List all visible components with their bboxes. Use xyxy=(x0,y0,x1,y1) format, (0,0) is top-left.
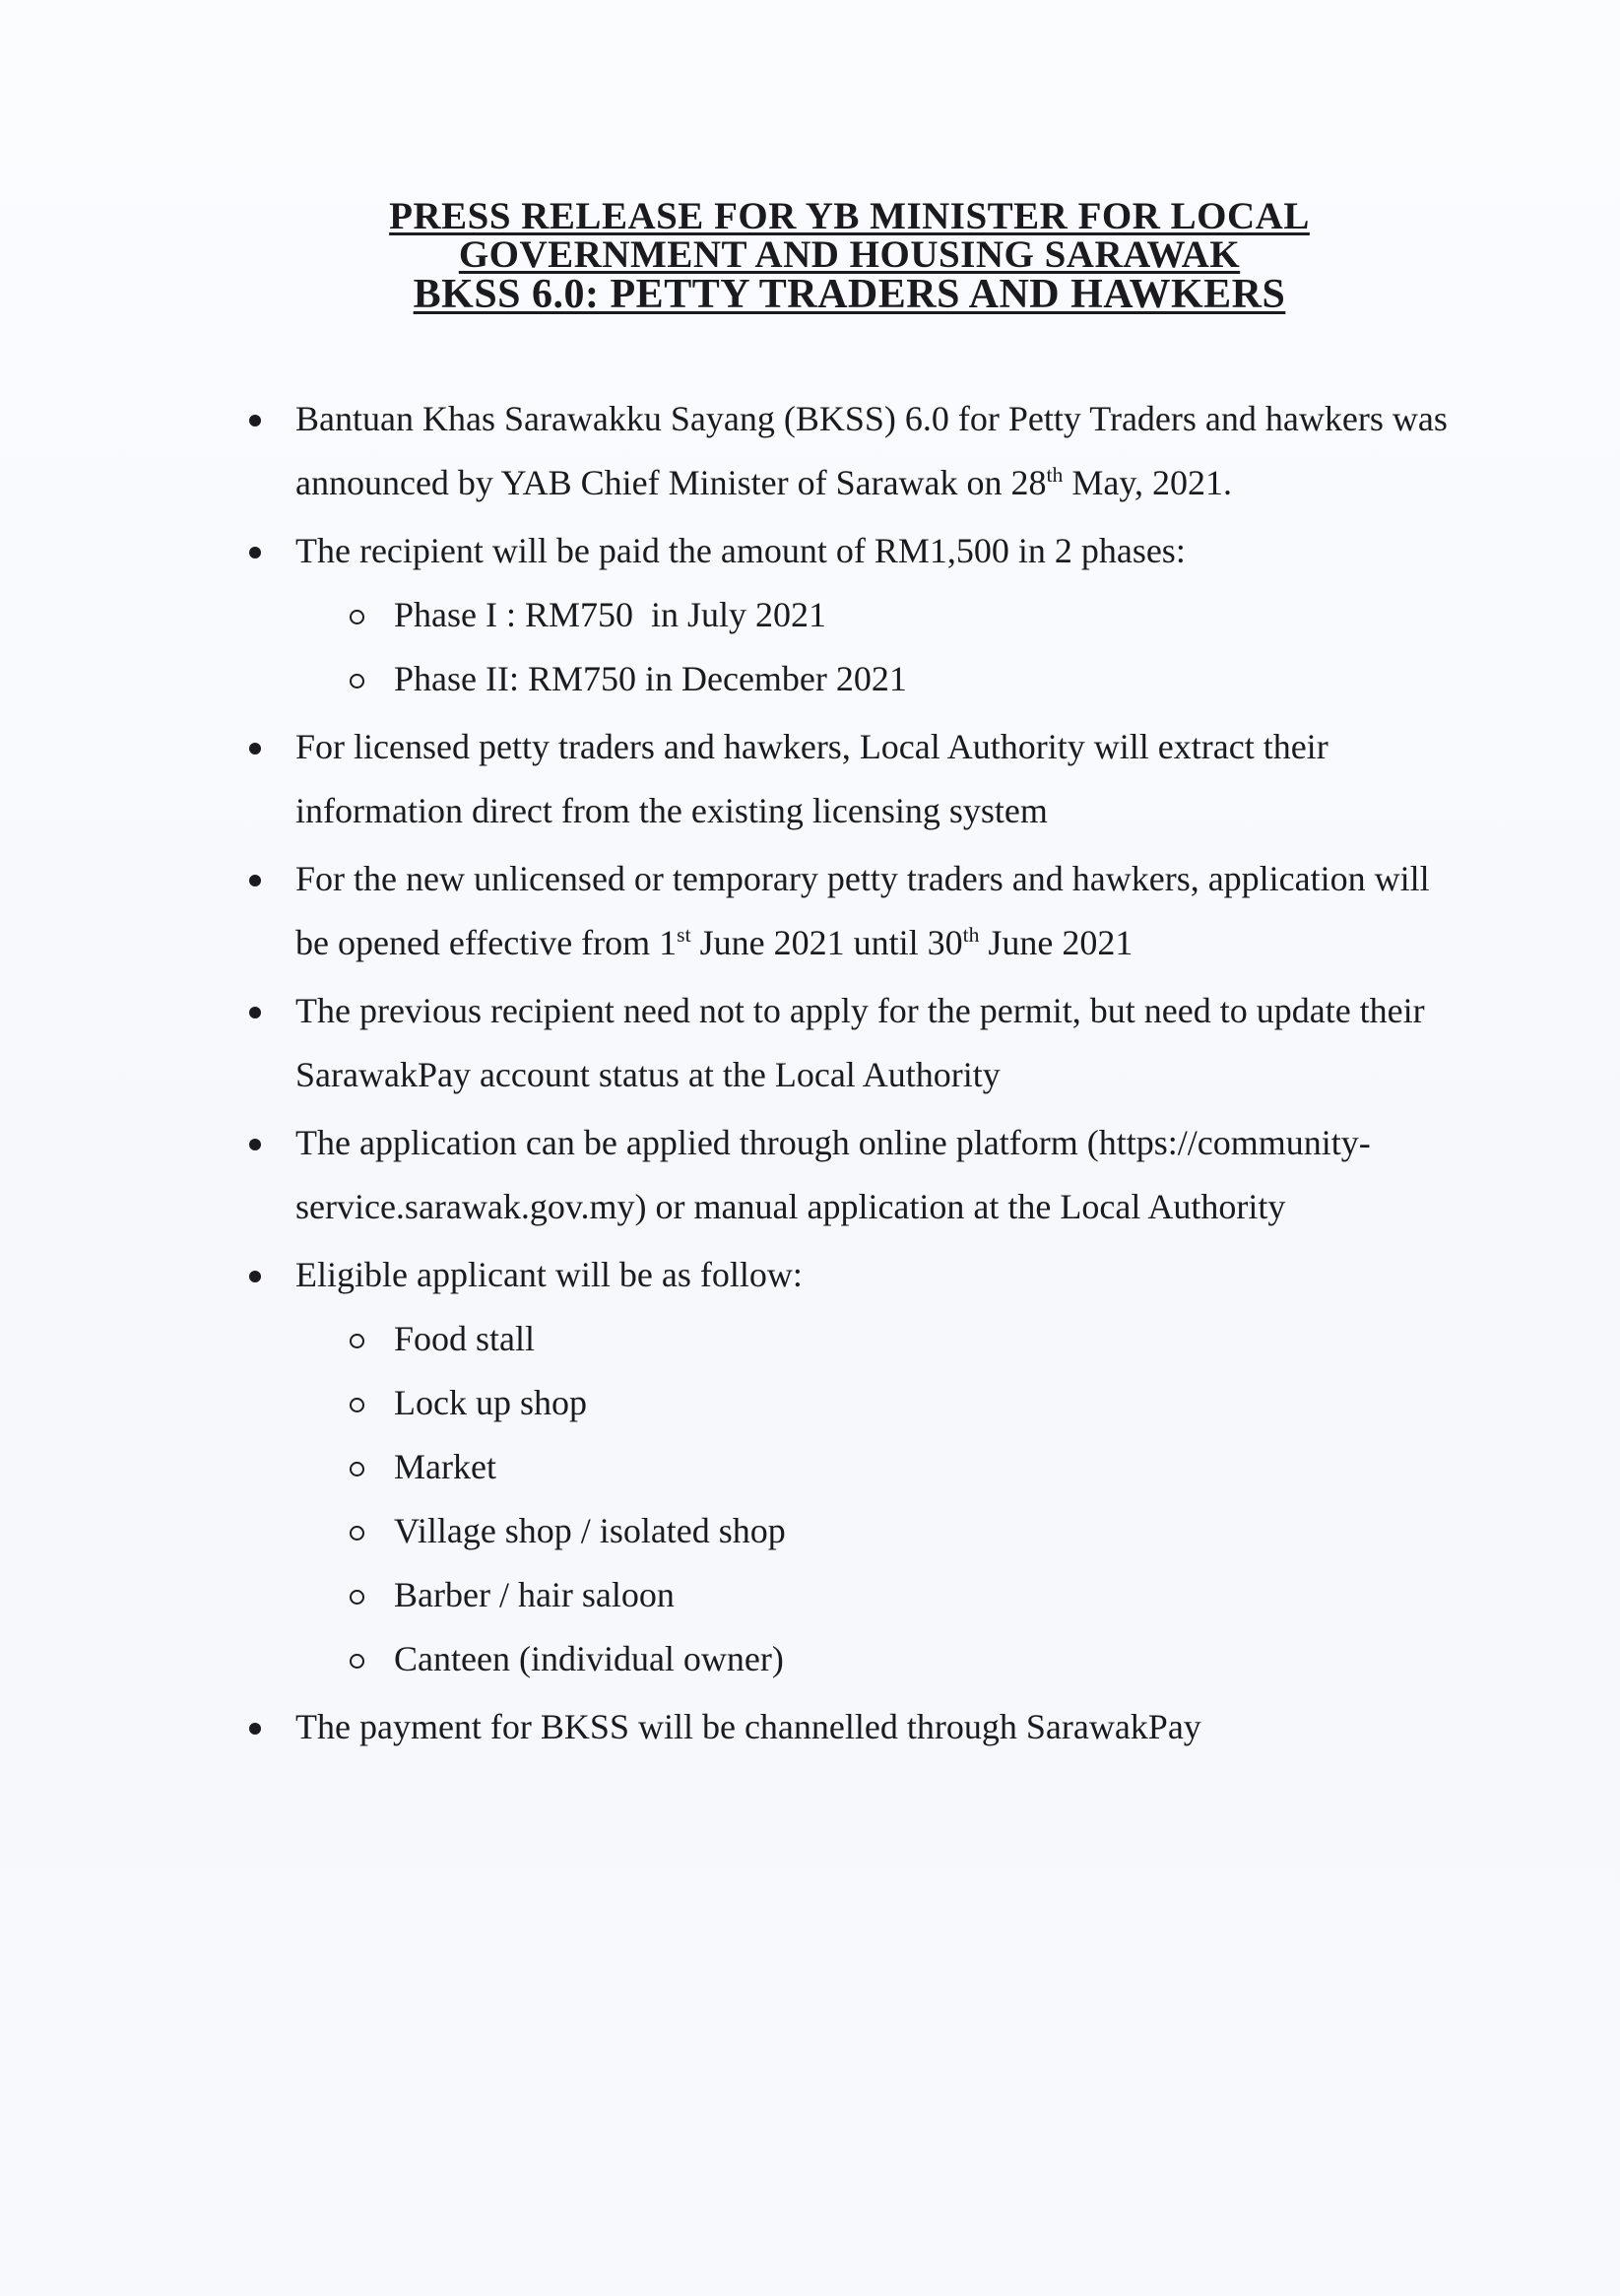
eligible-item-text: Village shop / isolated shop xyxy=(394,1511,786,1550)
eligible-item xyxy=(295,1499,1453,1563)
bullet-application-channel xyxy=(241,1111,1453,1239)
bullet-unlicensed-end: June 2021 xyxy=(979,923,1134,962)
bullet-application-text: The application can be applied through online platform (https://community-service.sarawak.gov.my) or manual application at the Local Authority xyxy=(295,1123,1371,1226)
ordinal-suffix: st xyxy=(677,923,691,947)
press-release-title xyxy=(0,197,1620,315)
title-line-3: BKSS 6.0: PETTY TRADERS AND HAWKERS xyxy=(413,272,1286,317)
bullet-unlicensed-text: For the new unlicensed or temporary petty traders and hawkers, application will be opened effective from 1 xyxy=(295,859,1430,962)
bullet-previous-text: The previous recipient need not to apply for the permit, but need to update their SarawakPay account status at the Local Authority xyxy=(295,991,1425,1094)
bullet-payment-channel-text: The payment for BKSS will be channelled through SarawakPay xyxy=(295,1707,1201,1746)
ordinal-suffix: th xyxy=(1046,463,1064,487)
title-line-2: GOVERNMENT AND HOUSING SARAWAK xyxy=(458,233,1241,276)
bullet-announcement xyxy=(241,387,1453,515)
title-line-1: PRESS RELEASE FOR YB MINISTER FOR LOCAL xyxy=(389,195,1310,237)
phase-item-2-text: Phase II: RM750 in December 2021 xyxy=(394,659,907,698)
eligible-list xyxy=(295,1307,1453,1691)
eligible-item-text: Market xyxy=(394,1447,496,1486)
bullet-unlicensed-mid: June 2021 until 30 xyxy=(690,923,963,962)
eligible-item xyxy=(295,1435,1453,1499)
ordinal-suffix: th xyxy=(962,923,980,947)
bullet-previous-recipient xyxy=(241,979,1453,1107)
phase-item-2 xyxy=(295,647,1453,711)
eligible-item-text: Canteen (individual owner) xyxy=(394,1639,784,1678)
bullet-licensed-text: For licensed petty traders and hawkers, Local Authority will extract their information direct from the existing licensing system xyxy=(295,727,1328,830)
bullet-eligible-text: Eligible applicant will be as follow: xyxy=(295,1255,803,1294)
bullet-payment-text: The recipient will be paid the amount of RM1,500 in 2 phases: xyxy=(295,531,1186,570)
bullet-eligible-applicants xyxy=(241,1243,1453,1691)
bullet-unlicensed-traders xyxy=(241,847,1453,975)
bullet-list xyxy=(241,387,1453,1759)
bullet-payment-amount xyxy=(241,519,1453,711)
eligible-item xyxy=(295,1627,1453,1691)
eligible-item-text: Food stall xyxy=(394,1319,536,1358)
bullet-announcement-date: May, 2021. xyxy=(1063,463,1232,502)
press-release-body xyxy=(241,387,1453,1763)
bullet-payment-channel xyxy=(241,1695,1453,1759)
eligible-item xyxy=(295,1371,1453,1435)
phase-item-1-text: Phase I : RM750 in July 2021 xyxy=(394,595,827,634)
bullet-licensed-traders xyxy=(241,715,1453,843)
phase-list xyxy=(295,583,1453,711)
eligible-item xyxy=(295,1563,1453,1627)
phase-item-1 xyxy=(295,583,1453,647)
bullet-announcement-text: Bantuan Khas Sarawakku Sayang (BKSS) 6.0 for Petty Traders and hawkers was announced by YAB Chief Minister of Sarawak on 28 xyxy=(295,399,1448,502)
eligible-item-text: Lock up shop xyxy=(394,1383,587,1422)
eligible-item-text: Barber / hair saloon xyxy=(394,1575,675,1614)
eligible-item xyxy=(295,1307,1453,1371)
